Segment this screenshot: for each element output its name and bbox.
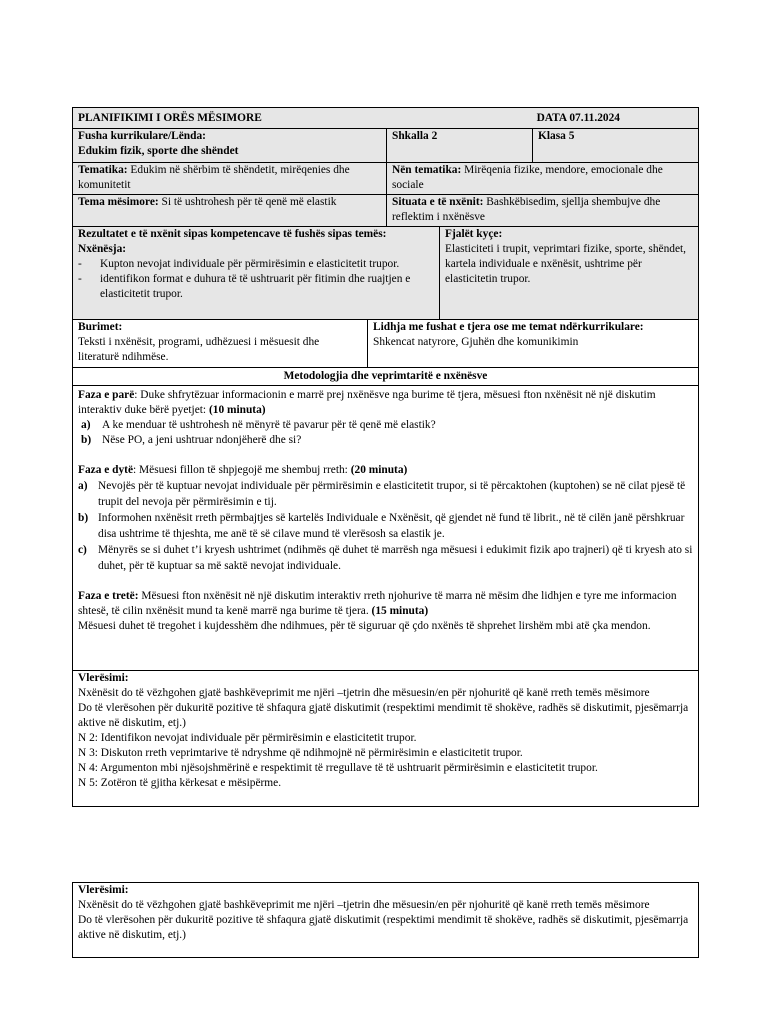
methodology-heading-row: [73, 368, 698, 386]
situation-value: Bashkëbisedim, sjellja shembujve dhe reflektim i nxënësve: [392, 196, 661, 223]
subject-value: Edukim fizik, sporte dhe shëndet: [78, 145, 239, 157]
outcomes-heading: Rezultatet e të nxënit sipas kompetencave të fushës sipas temës:: [78, 228, 387, 240]
links-label: Lidhja me fushat e tjera ose me temat ndërkurrikulare:: [373, 321, 644, 333]
phase-one-item: b) Nëse PO, a jeni ushtruar ndonjëherë dhe si?: [81, 434, 302, 446]
topic-value: Si të ushtrohesh për të qenë më elastik: [158, 196, 337, 208]
evaluation-row: [73, 671, 698, 807]
evaluation2-p1: Nxënësit do të vëzhgohen gjatë bashkëveprimit me njëri –tjetrin dhe mësuesin/en për njohuritë që kanë rreth temës mësimore: [78, 899, 650, 911]
keywords-label: Fjalët kyçe:: [445, 228, 503, 240]
evaluation2-p2: Do të vlerësohen për dukuritë pozitive të shfaqura gjatë diskutimit (respektimi mendimit të shokëve, radhës së diskutimit, pjesëmarrja aktive në diskutim, etj.): [78, 914, 689, 941]
topic-label: Tema mësimore:: [78, 196, 159, 208]
evaluation-level: N 3: Diskuton rreth veprimtarive të ndryshme që ndihmojnë në përmirësimin e elasticitetit trupor.: [78, 747, 523, 759]
topic-row: [73, 195, 698, 227]
sources-row: [73, 320, 698, 368]
outcomes-sub: Nxënësja:: [78, 243, 127, 255]
phase-one: Faza e parë: Duke shfrytëzuar informacionin e marrë prej nxënësve nga burime të tjera, mësuesi fton nxënësit në një diskutim interaktiv duke bërë pyetjet: (10 minuta): [78, 389, 656, 416]
header-row: [73, 108, 698, 129]
class-label: Klasa 5: [538, 130, 575, 142]
evaluation-box-2: [72, 882, 699, 958]
situation-label: Situata e të nxënit:: [392, 196, 484, 208]
subtheme-value: Mirëqenia fizike, mendore, emocionale dhe sociale: [392, 164, 663, 191]
outcome-item: - Kupton nevojat individuale për përmirësimin e elasticitetit trupor.: [78, 258, 400, 270]
level-label: Shkalla 2: [392, 130, 438, 142]
lesson-plan-page: [72, 107, 699, 958]
outcomes-row: [73, 227, 698, 320]
theme-value: Edukim në shërbim të shëndetit, mirëqenies dhe komunitetit: [78, 164, 350, 191]
evaluation-level: N 5: Zotëron të gjitha kërkesat e mësipërme.: [78, 777, 282, 789]
plan-date: DATA 07.11.2024: [536, 111, 620, 124]
evaluation-p2: Do të vlerësohen për dukuritë pozitive të shfaqura gjatë diskutimit (respektimi mendimit të shokëve, radhës së diskutimit, pjesëmarrja aktive në diskutim, etj.): [78, 702, 689, 729]
phase-two: Faza e dytë: Mësuesi fillon të shpjegojë me shembuj rreth: (20 minuta): [78, 464, 408, 476]
subject-label: Fusha kurrikulare/Lënda:: [78, 130, 206, 142]
subtheme-label: Nën tematika:: [392, 164, 462, 176]
phase-two-item: c) Mënyrës se si duhet t’i kryesh ushtrimet (ndihmës që duhet të marrësh nga mësuesi i edukimit fizik apo trajneri) që ti kryesh ato si duhet, për të kuptuar sa më saktë nevojat individuale.: [78, 544, 693, 572]
theme-label: Tematika:: [78, 164, 128, 176]
subject-row: [73, 129, 698, 163]
keywords-value: Elasticiteti i trupit, veprimtari fizike, sporte, shëndet, kartela individuale e nxënësit, ushtrime për elasticitetin trupor.: [445, 243, 687, 285]
methodology-body-row: [73, 386, 698, 671]
phase-two-item: a) Nevojës për të kuptuar nevojat individuale për përmirësimin e elasticitetit trupor, si të përcaktohen (kuptohen) se në cilat pjesë të trupit del nevoja për përmirësimin e tij.: [78, 480, 686, 508]
theme-row: [73, 163, 698, 195]
evaluation-level: N 4: Argumenton mbi njësojshmërinë e respektimit të rregullave të të ushtruarit përmirësimin e elasticitetit trupor.: [78, 762, 598, 774]
plan-title: PLANIFIKIMI I ORËS MËSIMORE: [78, 111, 262, 124]
lesson-plan-table: [72, 107, 699, 807]
sources-value: Teksti i nxënësit, programi, udhëzuesi i mësuesit dhe literaturë ndihmëse.: [78, 336, 320, 363]
evaluation2-label: Vlerësimi:: [78, 884, 129, 896]
links-value: Shkencat natyrore, Gjuhën dhe komunikimin: [373, 336, 579, 348]
evaluation-level: N 2: Identifikon nevojat individuale për përmirësimin e elasticitetit trupor.: [78, 732, 417, 744]
outcome-item: - identifikon format e duhura të të ushtruarit për fitimin dhe ruajtjen e elasticitetit trupor.: [78, 273, 411, 300]
sources-label: Burimet:: [78, 321, 123, 333]
evaluation-label: Vlerësimi:: [78, 672, 129, 684]
evaluation-p1: Nxënësit do të vëzhgohen gjatë bashkëveprimit me njëri –tjetrin dhe mësuesin/en për njohuritë që kanë rreth temës mësimore: [78, 687, 650, 699]
phase-three-note: Mësuesi duhet të tregohet i kujdesshëm dhe ndihmues, për të siguruar që çdo nxënës të shprehet lirshëm mbi atë çka mendon.: [78, 620, 651, 632]
methodology-heading: Metodologjia dhe veprimtaritë e nxënësve: [283, 370, 488, 382]
phase-three: Faza e tretë: Mësuesi fton nxënësit në një diskutim interaktiv rreth njohurive të marra në mësim dhe lidhjen e tyre me informacion shtesë, të cilin nxënësit mund ta kenë marrë nga burime të tjera. (15 minuta): [78, 590, 677, 617]
phase-one-item: a) A ke menduar të ushtrohesh në mënyrë të pavarur për të qenë më elastik?: [81, 419, 436, 431]
phase-two-item: b) Informohen nxënësit rreth përmbajtjes së kartelës Individuale e Nxënësit, që gjendet në fund të librit., në të cilën janë përshkruar disa ushtrime të thjeshta, me anë të së cilave mund të vlerësosh sa elastik je.: [78, 512, 685, 540]
